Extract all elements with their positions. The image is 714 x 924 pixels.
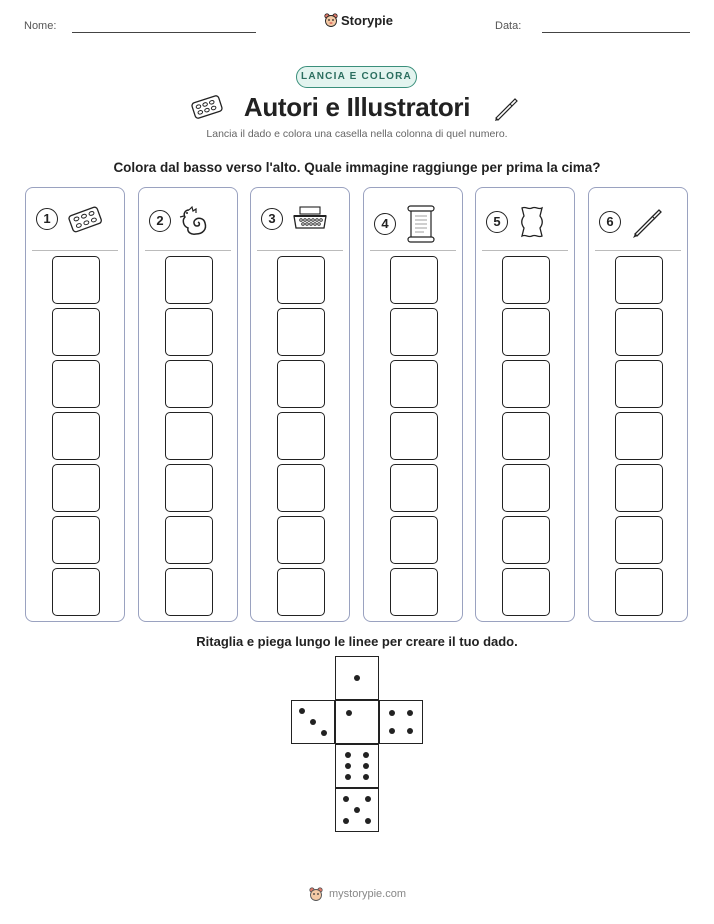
color-box[interactable] [502, 568, 550, 616]
column-number: 6 [599, 211, 621, 233]
instruction-text: Colora dal basso verso l'alto. Quale immagine raggiunge per prima la cima? [113, 160, 601, 175]
color-box[interactable] [165, 516, 213, 564]
color-box[interactable] [52, 516, 100, 564]
brand-logo [324, 12, 393, 28]
color-box[interactable] [615, 308, 663, 356]
column-number: 4 [374, 213, 396, 235]
color-box[interactable] [52, 568, 100, 616]
storypie-mascot-icon [308, 886, 324, 902]
column-3 [250, 187, 350, 622]
die-face-6 [335, 744, 379, 788]
color-box[interactable] [390, 360, 438, 408]
column-divider [32, 250, 118, 251]
column-number: 1 [36, 208, 58, 230]
column-6 [588, 187, 688, 622]
color-box[interactable] [390, 516, 438, 564]
color-box[interactable] [277, 360, 325, 408]
date-label: Data: [495, 20, 522, 32]
color-box[interactable] [390, 412, 438, 460]
color-box[interactable] [165, 256, 213, 304]
color-box[interactable] [502, 412, 550, 460]
column-5 [475, 187, 575, 622]
color-box[interactable] [165, 360, 213, 408]
activity-badge: LANCIA E COLORA [296, 66, 417, 88]
storypie-mascot-icon [324, 12, 338, 28]
paint-palette-icon [190, 94, 224, 120]
color-box[interactable] [390, 464, 438, 512]
color-box[interactable] [52, 464, 100, 512]
die-face-5 [335, 788, 379, 832]
column-divider [482, 250, 568, 251]
color-box[interactable] [502, 308, 550, 356]
die-face-3 [291, 700, 335, 744]
color-box[interactable] [502, 464, 550, 512]
color-box[interactable] [615, 568, 663, 616]
color-box[interactable] [165, 308, 213, 356]
column-4 [363, 187, 463, 622]
color-box[interactable] [390, 256, 438, 304]
page-title: Autori e Illustratori [243, 92, 471, 122]
color-box[interactable] [52, 360, 100, 408]
parchment-icon [516, 204, 548, 240]
color-box[interactable] [390, 308, 438, 356]
brand-name: Storypie [341, 12, 394, 28]
color-box[interactable] [615, 516, 663, 564]
column-2 [138, 187, 238, 622]
column-number: 5 [486, 211, 508, 233]
color-box[interactable] [165, 464, 213, 512]
die-face-4 [379, 700, 423, 744]
pen-nib-icon [492, 94, 520, 122]
color-box[interactable] [502, 256, 550, 304]
color-box[interactable] [52, 308, 100, 356]
column-divider [145, 250, 231, 251]
color-box[interactable] [52, 412, 100, 460]
color-box[interactable] [277, 464, 325, 512]
color-box[interactable] [502, 360, 550, 408]
footer [308, 886, 406, 902]
footer-url[interactable]: mystorypie.com [329, 888, 407, 900]
color-box[interactable] [277, 516, 325, 564]
column-divider [595, 250, 681, 251]
color-box[interactable] [390, 568, 438, 616]
column-number: 3 [261, 208, 283, 230]
pen-nib-icon [629, 204, 665, 240]
subtitle: Lancia il dado e colora una casella nella colonna di quel numero. [206, 128, 508, 140]
title-row [0, 92, 714, 123]
color-box[interactable] [165, 568, 213, 616]
color-box[interactable] [615, 360, 663, 408]
color-box[interactable] [502, 516, 550, 564]
scroll-icon [404, 204, 438, 244]
column-divider [257, 250, 343, 251]
column-1 [25, 187, 125, 622]
column-divider [370, 250, 456, 251]
name-field[interactable] [72, 32, 256, 33]
column-number: 2 [149, 210, 171, 232]
color-box[interactable] [52, 256, 100, 304]
color-box[interactable] [277, 412, 325, 460]
die-face-1 [335, 656, 379, 700]
name-label: Nome: [24, 20, 57, 32]
color-box[interactable] [615, 256, 663, 304]
die-face-1b [335, 700, 379, 744]
date-field[interactable] [542, 32, 690, 33]
paint-palette-icon [66, 204, 104, 234]
color-box[interactable] [277, 568, 325, 616]
dragon-icon [179, 204, 211, 238]
color-box[interactable] [165, 412, 213, 460]
color-box[interactable] [615, 464, 663, 512]
cut-instruction: Ritaglia e piega lungo le linee per creare il tuo dado. [196, 634, 518, 649]
color-box[interactable] [615, 412, 663, 460]
color-box[interactable] [277, 256, 325, 304]
color-box[interactable] [277, 308, 325, 356]
typewriter-icon [291, 204, 329, 234]
